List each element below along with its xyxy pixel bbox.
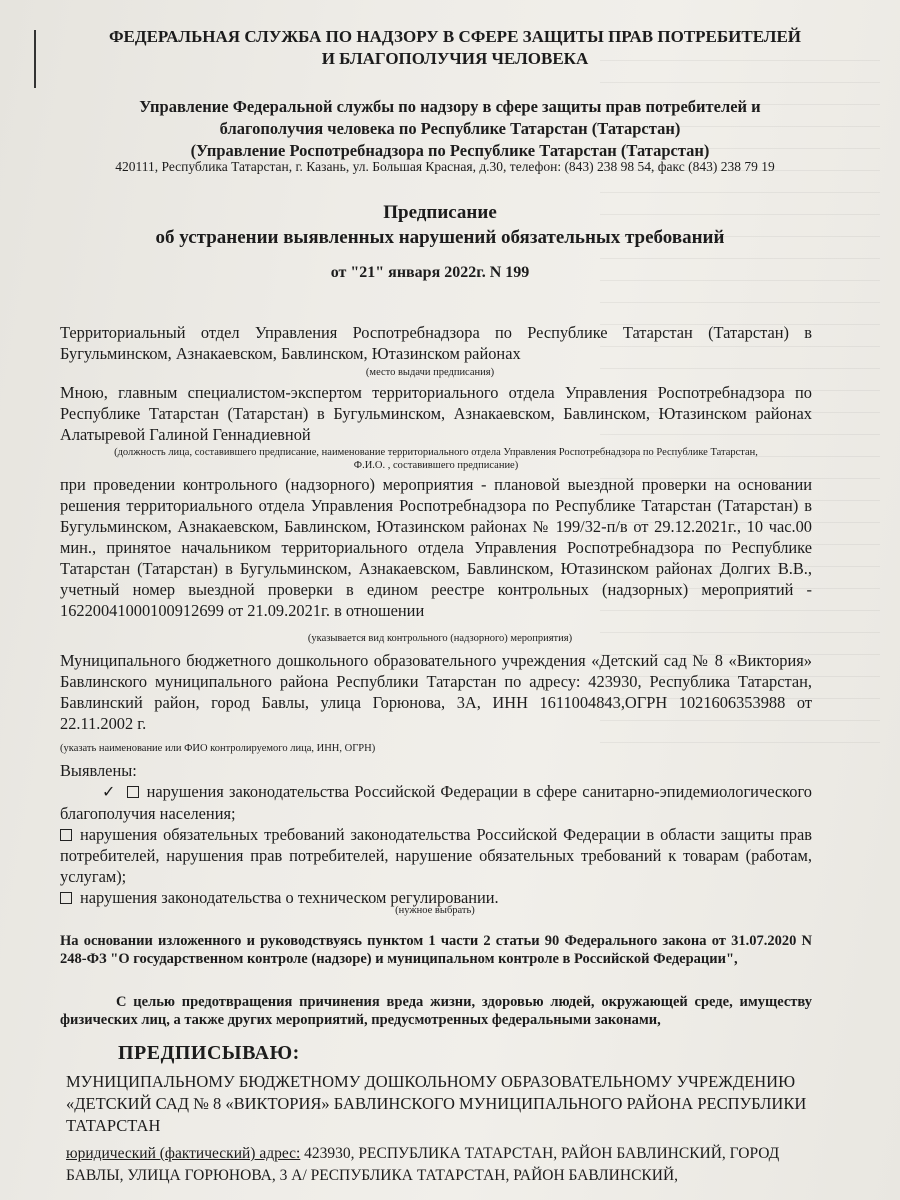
violation-item-consumer xyxy=(60,824,812,887)
agency-header xyxy=(60,26,850,70)
order-heading: ПРЕДПИСЫВАЮ: xyxy=(118,1042,300,1064)
regional-office-line-2: благополучия человека по Республике Татарстан (Татарстан) xyxy=(219,119,681,138)
issue-place-caption: (место выдачи предписания) xyxy=(365,367,495,378)
inspection-details: при проведении контрольного (надзорного) мероприятия - плановой выездной проверки на основании решения территориального отдела Управления Роспотребнадзора по Республике Татарстан (Татарстан) в Бугульминском, Азнакаевском, Бавлинском, Ютазинском районах № 199/32-п/в от 29.12.2021г., 10 час.00 мин., принятое начальником территориального отдела Управления Роспотребнадзора по Республике Татарстан (Татарстан) в Бугульминском, Азнакаевском, Бавлинском, Ютазинском районах Долгих В.В., учетный номер выездной проверки в едином реестре контрольных (надзорных) мероприятий - 16220041000100912699 от 21.09.2021г. в отношении xyxy=(60,475,812,620)
title-line-1: Предписание xyxy=(383,202,497,223)
issuing-officer-caption-line-2: Ф.И.О. , составившего предписание) xyxy=(353,460,519,471)
issue-place: Территориальный отдел Управления Роспотребнадзора по Республике Татарстан (Татарстан) в Бугульминском, Азнакаевском, Бавлинском, Ютазинском районах xyxy=(60,323,812,363)
violations-label: Выявлены: xyxy=(60,761,137,780)
ordered-organization: МУНИЦИПАЛЬНОМУ БЮДЖЕТНОМУ ДОШКОЛЬНОМУ ОБРАЗОВАТЕЛЬНОМУ УЧРЕЖДЕНИЮ «ДЕТСКИЙ САД № 8 «ВИКТОРИЯ» БАВЛИНСКОГО МУНИЦИПАЛЬНОГО РАЙОНА РЕСПУБЛИКИ ТАТАРСТАН xyxy=(66,1072,807,1135)
violation-item-technical-text: нарушения законодательства о техническом регулировании. xyxy=(80,888,499,907)
legal-address xyxy=(66,1143,816,1187)
issuing-officer: Мною, главным специалистом-экспертом территориального отдела Управления Роспотребнадзора по Республике Татарстан (Татарстан) в Бугульминском, Азнакаевском, Бавлинском, Ютазинском районах Алатыревой Галиной Геннадиевной xyxy=(60,383,812,444)
agency-line-2: И БЛАГОПОЛУЧИЯ ЧЕЛОВЕКА xyxy=(321,49,589,68)
regional-office-header xyxy=(70,96,830,162)
inspected-organization: Муниципального бюджетного дошкольного образовательного учреждения «Детский сад № 8 «Виктория» Бавлинского муниципального района Республики Татарстан по адресу: 423930, Республика Татарстан, Бавлинский район, город Бавлы, улица Горюнова, 3А, ИНН 1611004843,ОГРН 1021606353988 от 22.11.2002 г. xyxy=(60,651,812,733)
inspected-organization-caption: (указать наименование или ФИО контролируемого лица, ИНН, ОГРН) xyxy=(60,743,376,754)
document-title xyxy=(60,200,820,250)
regional-office-line-1: Управление Федеральной службы по надзору в сфере защиты прав потребителей и xyxy=(139,97,761,116)
violation-item-sanitary xyxy=(60,781,812,824)
document-date-number: от "21" января 2022г. N 199 xyxy=(330,264,530,281)
legal-address-value: 423930, РЕСПУБЛИКА ТАТАРСТАН, РАЙОН БАВЛИНСКИЙ, ГОРОД БАВЛЫ, УЛИЦА ГОРЮНОВА, 3 А/ РЕСПУБЛИКА ТАТАРСТАН, РАЙОН БАВЛИНСКИЙ, xyxy=(66,1145,780,1184)
agency-line-1: ФЕДЕРАЛЬНАЯ СЛУЖБА ПО НАДЗОРУ В СФЕРЕ ЗАЩИТЫ ПРАВ ПОТРЕБИТЕЛЕЙ xyxy=(108,27,802,46)
legal-basis: На основании изложенного и руководствуясь пунктом 1 части 2 статьи 90 Федерального закона от 31.07.2020 N 248-ФЗ "О государственном контроле (надзоре) и муниципальном контроле в Российской Федерации", xyxy=(60,933,812,967)
checkmark-icon: ✓ xyxy=(102,784,117,801)
issuing-officer-caption xyxy=(60,446,812,472)
margin-pen-mark xyxy=(34,30,36,88)
office-address: 420111, Республика Татарстан, г. Казань, ул. Большая Красная, д.30, телефон: (843) 238 98 54, факс (843) 238 79 19 xyxy=(115,159,775,174)
title-line-2: об устранении выявленных нарушений обязательных требований xyxy=(155,227,725,248)
checkbox-icon xyxy=(127,786,139,798)
checkbox-icon xyxy=(60,892,72,904)
inspection-caption: (указывается вид контрольного (надзорного) мероприятия) xyxy=(307,633,573,644)
issuing-officer-caption-line-1: (должность лица, составившего предписание, наименование территориального отдела Управления Роспотребнадзора по Республике Татарстан, xyxy=(114,447,758,458)
regional-office-line-3: (Управление Роспотребнадзора по Республике Татарстан (Татарстан) xyxy=(190,141,710,160)
violation-item-consumer-text: нарушения обязательных требований законодательства Российской Федерации в области защиты прав потребителей, нарушения прав потребителей, нарушение обязательных требований к товарам (работам, услугам); xyxy=(60,825,812,886)
violations-caption: (нужное выбрать) xyxy=(395,905,475,916)
legal-address-label: юридический (фактический) адрес: xyxy=(66,1145,301,1162)
violation-item-sanitary-text: нарушения законодательства Российской Федерации в сфере санитарно-эпидемиологического благополучия населения; xyxy=(60,782,812,823)
order-purpose: С целью предотвращения причинения вреда жизни, здоровью людей, окружающей среде, имуществу физических лиц, а также других мероприятий, предусмотренных федеральными законами, xyxy=(60,994,812,1028)
checkbox-icon xyxy=(60,829,72,841)
